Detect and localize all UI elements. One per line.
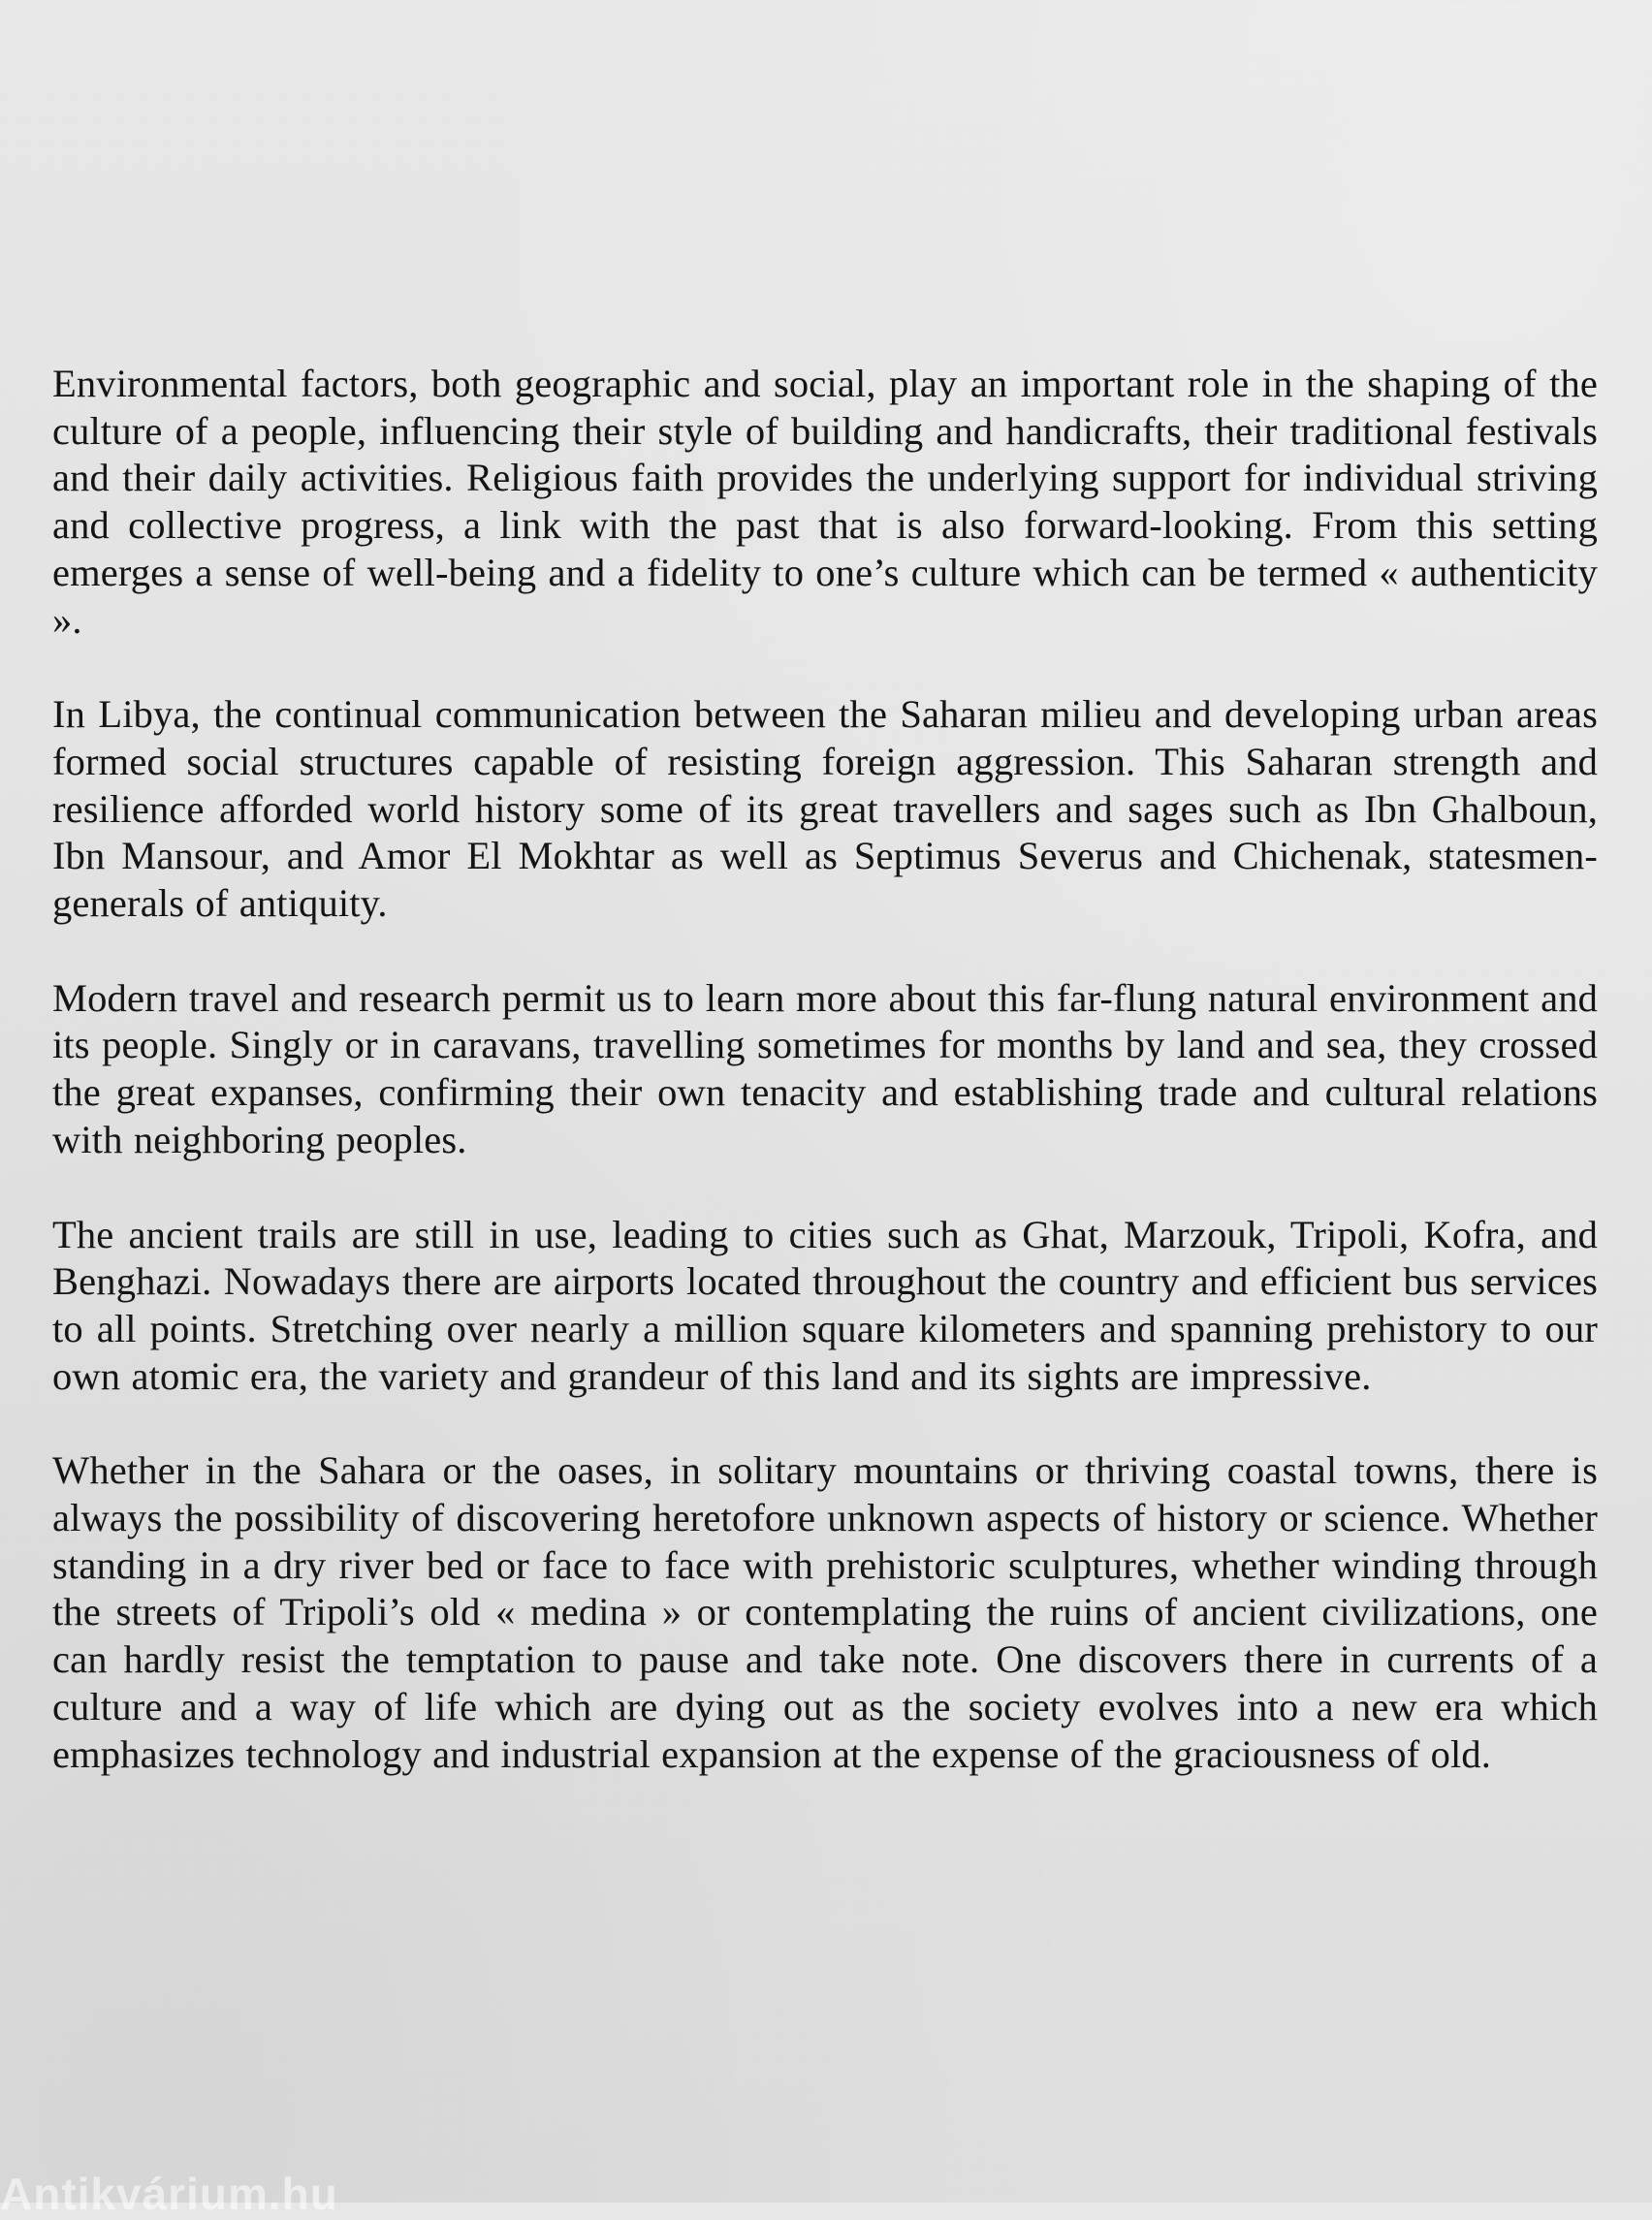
text-body bbox=[52, 361, 1598, 1778]
paragraph-sahara-discovery: Whether in the Sahara or the oases, in solitary mountains or thriving coastal towns, there is always the possibility of discovering heretofore unknown aspects of history or science. Whether standing in a dry river bed or face to face with prehistoric sculptures, whether winding through the streets of Tripoli’s old « medina » or contemplating the ruins of ancient civilizations, one can hardly resist the temptation to pause and take note. One discovers there in currents of a culture and a way of life which are dying out as the society evolves into a new era which emphasizes technology and industrial expansion at the expense of the graciousness of old. bbox=[52, 1448, 1598, 1776]
watermark: Antikvárium.hu bbox=[0, 2169, 338, 2219]
paragraph-modern-travel: Modern travel and research permit us to learn more about this far-flung natural environment and its people. Singly or in caravans, travelling sometimes for months by land and sea, they crossed the great expanses, confirming their own tenacity and establishing trade and cultural relations with neighboring peoples. bbox=[52, 975, 1598, 1161]
paragraph-libya-history: In Libya, the continual communication between the Saharan milieu and developing urban areas formed social structures capable of resisting foreign aggression. This Saharan strength and resilience afforded world history some of its great travellers and sages such as Ibn Ghalboun, Ibn Mansour, and Amor El Mokhtar as well as Septimus Severus and Chichenak, statesmen-generals of antiquity. bbox=[52, 692, 1598, 926]
paragraph-ancient-trails: The ancient trails are still in use, leading to cities such as Ghat, Marzouk, Tripoli, Kofra, and Benghazi. Nowadays there are airports located throughout the country and efficient bus services to all points. Stretching over nearly a million square kilometers and spanning prehistory to our own atomic era, the variety and grandeur of this land and its sights are impressive. bbox=[52, 1212, 1598, 1398]
paragraph-environmental-factors: Environmental factors, both geographic and social, play an important role in the shaping of the culture of a people, influencing their style of building and handicrafts, their traditional festivals and their daily activities. Religious faith provides the underlying support for individual striving and collective progress, a link with the past that is also forward-looking. From this setting emerges a sense of well-being and a fidelity to one’s culture which can be termed « authenticity ». bbox=[52, 362, 1598, 642]
